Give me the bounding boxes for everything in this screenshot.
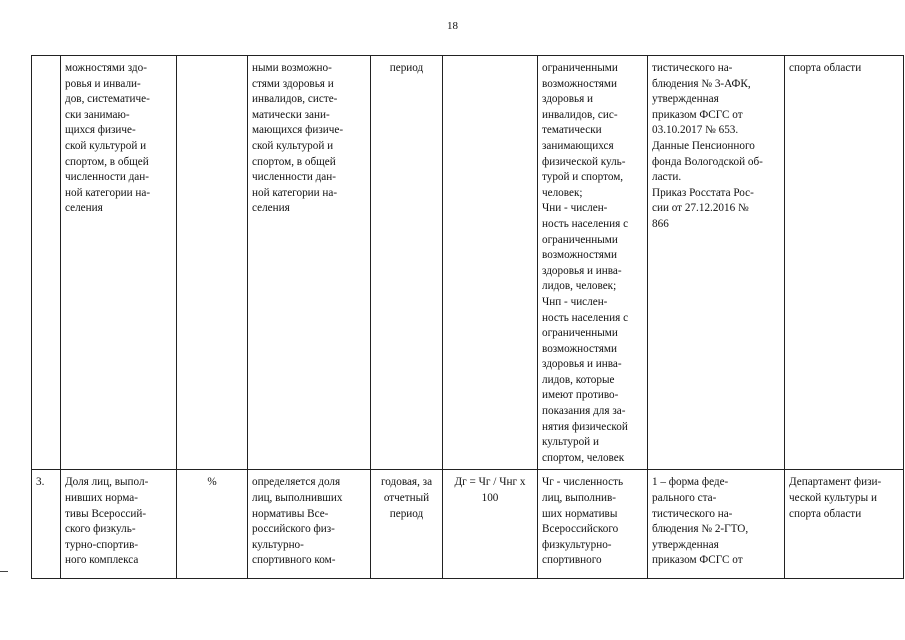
indicator-name-cell: можностями здо- ровья и инвали- дов, систематиче- ски занимаю- щихся физиче- ской культурой и спортом, в общей численности дан- ной категории на- селения	[61, 56, 177, 470]
row-number-cell: 3.	[32, 470, 61, 579]
definition-cell: определяется доля лиц, выполнивших нормативы Все- российского физ- культурно- спортивного ком-	[248, 470, 371, 579]
formula-cell	[443, 56, 538, 470]
source-cell: тистического на- блюдения № 3-АФК, утвержденная приказом ФСГС от 03.10.2017 № 653. Данные Пенсионного фонда Вологодской об- ласти. Приказ Росстата Рос- сии от 27.12.2016 № 866	[648, 56, 785, 470]
formula-cell: Дг = Чг / Чнг х 100	[443, 470, 538, 579]
unit-cell	[177, 56, 248, 470]
variables-cell: ограниченными возможностями здоровья и инвалидов, сис- тематически занимающихся физической куль- турой и спортом, человек; Чни - числен- ность населения с ограниченными возможностями здоровья и инва- лидов, человек; Чнп - числен- ность населения с ограниченными возможностями здоровья и инва- лидов, которые имеют противо- показания для за- нятия физической культурой и спортом, человек	[538, 56, 648, 470]
unit-cell: %	[177, 470, 248, 579]
period-cell: годовая, за отчетный период	[371, 470, 443, 579]
table-row	[32, 56, 904, 470]
responsible-cell: спорта области	[785, 56, 904, 470]
definition-cell: ными возможно- стями здоровья и инвалидов, систе- матически зани- мающихся физиче- ской культурой и спортом, в общей численности дан- ной категории на- селения	[248, 56, 371, 470]
row-number-cell	[32, 56, 61, 470]
table-row	[32, 470, 904, 579]
scan-edge-mark	[0, 571, 8, 572]
indicator-name-cell: Доля лиц, выпол- нивших норма- тивы Всероссий- ского физкуль- турно-спортив- ного комплекса	[61, 470, 177, 579]
variables-cell: Чг - численность лиц, выполнив- ших нормативы Всероссийского физкультурно- спортивного	[538, 470, 648, 579]
responsible-cell: Департамент физи- ческой культуры и спорта области	[785, 470, 904, 579]
source-cell: 1 – форма феде- рального ста- тистического на- блюдения № 2-ГТО, утвержденная приказом ФСГС от	[648, 470, 785, 579]
indicator-table	[31, 55, 904, 579]
period-cell: период	[371, 56, 443, 470]
page-number: 18	[447, 20, 458, 32]
